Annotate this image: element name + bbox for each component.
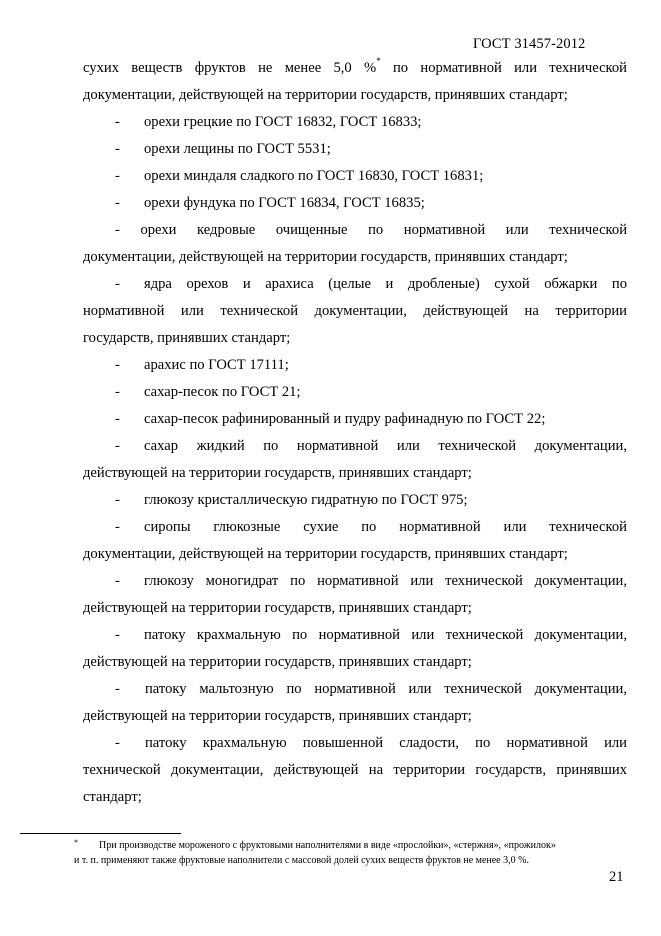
list-dash: - [115, 384, 120, 400]
list-item [83, 352, 627, 379]
footnote-separator [20, 833, 181, 834]
list-item [83, 514, 627, 541]
text-line: действующей на территории государств, принявших стандарт; [83, 465, 472, 481]
list-dash: - [115, 141, 120, 157]
list-item-text: сахар-песок рафинированный и пудру рафинадную по ГОСТ 22; [144, 411, 546, 427]
list-item [83, 568, 627, 595]
list-item [83, 487, 627, 514]
text-line: документации, действующей на территории государств, принявших стандарт; [83, 546, 568, 562]
list-item-text: патоку крахмальную по нормативной или технической документации, [144, 627, 627, 643]
text-line: государств, принявших стандарт; [83, 330, 291, 346]
list-dash: - [115, 573, 120, 589]
list-dash: - [115, 492, 120, 508]
list-dash: - [115, 681, 120, 697]
list-dash: - [115, 411, 120, 427]
list-dash: - [115, 276, 120, 292]
list-item-text: глюкозу кристаллическую гидратную по ГОСТ 975; [144, 492, 468, 508]
list-dash: - [115, 357, 120, 373]
list-dash: - [115, 168, 120, 184]
list-item [83, 109, 627, 136]
text-fragment: сухих веществ фруктов не менее 5,0 % [83, 60, 377, 76]
list-item [83, 379, 627, 406]
document-body [83, 55, 627, 811]
footnote-mark: * [74, 838, 78, 847]
footnote-text: При производстве мороженого с фруктовыми наполнителями в виде «прослойки», «стержня», «прожилок» [99, 840, 556, 851]
text-line: действующей на территории государств, принявших стандарт; [83, 600, 472, 616]
list-item-text: ядра орехов и арахиса (целые и дробленые) сухой обжарки по [144, 276, 627, 292]
list-item-text: арахис по ГОСТ 17111; [144, 357, 289, 373]
list-dash: - [115, 438, 120, 454]
list-item [83, 271, 627, 298]
list-item: - орехи кедровые очищенные по нормативной или технической [115, 222, 627, 238]
list-dash: - [115, 114, 120, 130]
list-item-text: орехи грецкие по ГОСТ 16832, ГОСТ 16833; [144, 114, 422, 130]
list-item-text: патоку мальтозную по нормативной или технической документации, [145, 681, 627, 697]
list-item [83, 730, 627, 757]
list-item [83, 136, 627, 163]
list-item-text: сиропы глюкозные сухие по нормативной или технической [144, 519, 627, 535]
list-item-text: патоку крахмальную повышенной сладости, по нормативной или [145, 735, 627, 751]
list-item [83, 622, 627, 649]
text-line: документации, действующей на территории государств, принявших стандарт; [83, 87, 568, 103]
text-line: действующей на территории государств, принявших стандарт; [83, 708, 472, 724]
list-item [83, 163, 627, 190]
text-line: документации, действующей на территории государств, принявших стандарт; [83, 249, 568, 265]
list-item-text: орехи миндаля сладкого по ГОСТ 16830, ГОСТ 16831; [144, 168, 484, 184]
list-item [83, 406, 627, 433]
text-line [83, 55, 627, 82]
list-dash: - [115, 735, 120, 751]
text-line: нормативной или технической документации, действующей на территории [83, 303, 627, 319]
list-item-text: сахар жидкий по нормативной или технической документации, [144, 438, 627, 454]
list-dash: - [115, 195, 120, 211]
text-line: технической документации, действующей на территории государств, принявших [83, 762, 627, 778]
footnote [74, 838, 619, 868]
list-item-text: орехи фундука по ГОСТ 16834, ГОСТ 16835; [144, 195, 425, 211]
list-dash: - [115, 519, 120, 535]
document-header-standard: ГОСТ 31457-2012 [473, 36, 586, 52]
list-item [83, 676, 627, 703]
text-line: действующей на территории государств, принявших стандарт; [83, 654, 472, 670]
text-line: стандарт; [83, 789, 142, 805]
list-item [83, 433, 627, 460]
list-item-text: орехи лещины по ГОСТ 5531; [144, 141, 331, 157]
text-fragment: по нормативной или технической [380, 60, 627, 76]
list-item [83, 190, 627, 217]
list-item-text: сахар-песок по ГОСТ 21; [144, 384, 301, 400]
list-dash: - [115, 627, 120, 643]
page-number: 21 [609, 869, 624, 885]
list-item-text: глюкозу моногидрат по нормативной или технической документации, [144, 573, 627, 589]
footnote-line [74, 838, 619, 853]
footnote-reference-mark: * [376, 56, 381, 67]
footnote-line: и т. п. применяют также фруктовые наполнители с массовой долей сухих веществ фруктов не менее 3,0 %. [74, 855, 529, 866]
